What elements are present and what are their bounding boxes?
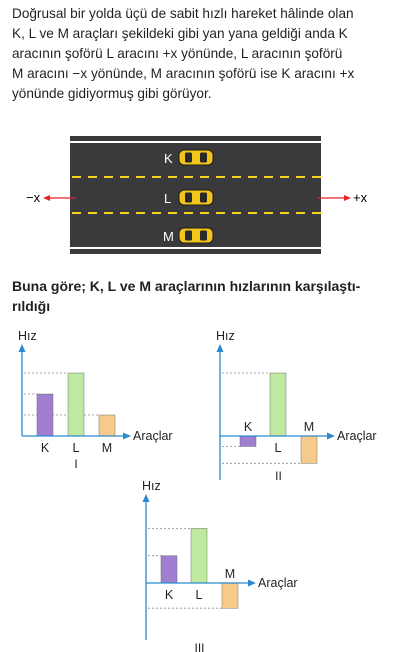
problem-line: M aracını −x yönünde, M aracının şoförü ise K aracını +x (12, 66, 355, 81)
chart-2-title: II (275, 469, 282, 483)
chart-2-ylabel: Hız (216, 329, 235, 343)
chart-3-title: III (194, 641, 205, 652)
minus-x-label: −x (26, 190, 41, 205)
chart-3-xlabel: Araçlar (258, 576, 298, 590)
chart-1-bar-k (37, 394, 53, 436)
chart-2-tick-label-l: L (274, 441, 282, 455)
question-line: rıldığı (12, 298, 51, 314)
chart-2-bar-m (301, 436, 317, 463)
chart-1-title: I (74, 457, 78, 471)
car-m-icon (179, 228, 213, 243)
car-m-label: M (163, 229, 174, 244)
chart-3-x-arrow-icon (248, 580, 256, 587)
chart-2-tick-label-m: M (303, 420, 315, 434)
problem-line: aracının şoförü L aracını +x yönünde, L aracının şoförü (12, 46, 343, 61)
problem-line: yönünde gidiyormuş gibi görüyor. (12, 86, 212, 101)
arrow-left-icon (43, 195, 50, 201)
chart-3-tick-label-k: K (164, 588, 174, 602)
chart-2-tick-label-k: K (243, 420, 253, 434)
chart-1-ylabel: Hız (18, 329, 37, 343)
car-l-icon (179, 190, 213, 205)
question-text (12, 276, 396, 316)
chart-1-tick-label-k: K (40, 441, 50, 455)
velocity-graphs (0, 329, 405, 652)
chart-1-tick-label-m: M (101, 441, 113, 455)
car-l-label: L (164, 191, 172, 206)
chart-3-tick-label-m: M (224, 567, 236, 581)
chart-1-bar-m (99, 415, 115, 436)
chart-2-y-arrow-icon (217, 344, 224, 352)
chart-3-bar-l (191, 528, 207, 583)
chart-1-y-arrow-icon (19, 344, 26, 352)
chart-1-x-arrow-icon (123, 433, 131, 440)
chart-1-xlabel: Araçlar (133, 429, 173, 443)
car-k-label: K (164, 151, 173, 166)
chart-2-bar-k (240, 436, 256, 447)
arrow-right-icon (344, 195, 351, 201)
chart-3-tick-label-l: L (195, 588, 203, 602)
chart-2-xlabel: Araçlar (337, 429, 377, 443)
car-k-icon (179, 150, 213, 165)
chart-3-ylabel: Hız (142, 479, 161, 493)
problem-line: Doğrusal bir yolda üçü de sabit hızlı hareket hâlinde olan (12, 6, 354, 21)
chart-1-bar-l (68, 373, 84, 436)
chart-2-bar-l (270, 373, 286, 436)
chart-3-bar-m (222, 583, 238, 608)
problem-line: K, L ve M araçları şekildeki gibi yan yana geldiği anda K (12, 26, 348, 41)
chart-1-tick-label-l: L (72, 441, 80, 455)
problem-text (12, 4, 396, 104)
chart-2-x-arrow-icon (327, 433, 335, 440)
road-figure (0, 130, 405, 260)
chart-3-y-arrow-icon (143, 494, 150, 502)
question-line: Buna göre; K, L ve M araçlarının hızlarının karşılaştı- (12, 278, 361, 294)
chart-3-bar-k (161, 556, 177, 583)
plus-x-label: +x (353, 190, 368, 205)
graphs-area (0, 329, 405, 652)
